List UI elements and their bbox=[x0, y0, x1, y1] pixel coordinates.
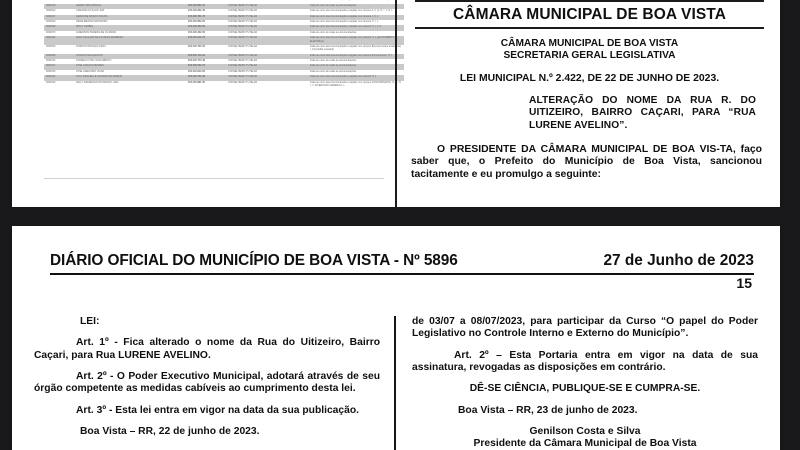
cell-role: CONSELHEIRO TUTELAR bbox=[226, 25, 308, 30]
right-place-date bbox=[412, 405, 758, 417]
cell-id: 0000147 bbox=[44, 15, 74, 20]
cell-doc: ###.###.702-00 bbox=[186, 45, 226, 54]
cell-name: JONATAS MAULAVIJOR bbox=[74, 54, 186, 59]
table-row bbox=[44, 36, 404, 45]
gazette-page-image-top bbox=[12, 0, 780, 207]
lei-heading bbox=[34, 316, 380, 328]
applicants-table bbox=[44, 0, 404, 89]
cell-role: CONSELHEIRO TUTELAR bbox=[226, 75, 308, 80]
cell-obs: Falta de envio de todas as documentações bbox=[308, 4, 404, 9]
masthead-date: 27 de Junho de 2023 bbox=[603, 252, 754, 269]
cell-obs: Falta de envio das documentações exigidas nos campos H, L bbox=[308, 75, 404, 80]
preamble-caps: O PRESIDENTE DA CÂMARA MUNICIPAL DE BOA VIS-TA, bbox=[437, 143, 736, 155]
cell-name: JADERSON PEREIRA DE OLIVEIRA bbox=[74, 31, 186, 36]
cell-id: 0000023 bbox=[44, 20, 74, 25]
art3-text: Art. 3º - Esta lei entra em vigor na data da sua publicação. bbox=[76, 404, 360, 416]
signer-title: Presidente da Câmara Municipal de Boa Vista bbox=[473, 438, 697, 450]
cell-doc: ###.###.702-49 bbox=[186, 75, 226, 80]
cell-obs: Falta de envio de todas as documentações bbox=[308, 59, 404, 64]
cell-role: CONSELHEIRO TUTELAR bbox=[226, 45, 308, 54]
gazette-page-image-bottom bbox=[12, 226, 780, 450]
cell-id: 0000043 bbox=[44, 45, 74, 54]
cell-name: HEIDE BENTES MONTEIRO bbox=[74, 20, 186, 25]
cell-role: CONSELHEIRO TUTELAR bbox=[226, 54, 308, 59]
cell-id: 0000137 bbox=[44, 64, 74, 69]
banner-rule-top bbox=[415, 0, 764, 2]
cell-obs: Falta de envio das documentações exigidas nos campos A(incompleto), H, I bbox=[308, 54, 404, 59]
cell-name: GISEONE DA SILVA LIMA bbox=[74, 9, 186, 14]
cell-name: JORDEAN VITAL NASCIMENTO bbox=[74, 59, 186, 64]
right-art-2 bbox=[412, 350, 758, 375]
cell-role: CONSELHEIRO TUTELAR bbox=[226, 15, 308, 20]
cell-role: CONSELHEIRO TUTELAR bbox=[226, 70, 308, 75]
right-place-date-text: Boa Vista – RR, 23 de junho de 2023. bbox=[458, 404, 638, 416]
publication-order: DÊ-SE CIÊNCIA, PUBLIQUE-SE E CUMPRA-SE. bbox=[469, 383, 701, 395]
table-row bbox=[44, 81, 404, 90]
cell-doc: ###.###.222-00 bbox=[186, 31, 226, 36]
cell-doc: ###.###.502-72 bbox=[186, 64, 226, 69]
cell-obs: Falta de envio das documentações exigidas nos campos A, F, G, H, I, J, N, L bbox=[308, 9, 404, 14]
cell-name: GEICIELE NEVES DA SILVA bbox=[74, 0, 186, 4]
cell-name: KELLY ANDRESSA NUSCENCIO LIMA bbox=[74, 81, 186, 90]
cell-role: CONSELHEIRO TUTELAR bbox=[226, 4, 308, 9]
law-number: LEI MUNICIPAL N.º 2.422, DE 22 DE JUNHO DE 2023. bbox=[459, 73, 720, 85]
frame-gap-between-pages bbox=[0, 207, 800, 226]
lei-heading-text: LEI: bbox=[80, 316, 100, 327]
cell-role: CONSELHEIRO TUTELAR bbox=[226, 20, 308, 25]
signer-name: Genilson Costa e Silva bbox=[529, 426, 641, 438]
cell-id: 0000102 bbox=[44, 81, 74, 90]
cell-id: 0000068 bbox=[44, 54, 74, 59]
masthead-title: DIÁRIO OFICIAL DO MUNICÍPIO DE BOA VISTA - Nº 5896 bbox=[50, 252, 458, 269]
banner-rule-bottom bbox=[415, 27, 764, 29]
cell-id: 0000104 bbox=[44, 0, 74, 4]
table-row bbox=[44, 45, 404, 54]
cell-doc: ###.###.761-72 bbox=[186, 15, 226, 20]
law-ementa: ALTERAÇÃO DO NOME DA RUA R. DO UITIZEIRO, BAIRRO CAÇARI, PARA “RUA LURENE AVELINO”. bbox=[529, 95, 756, 131]
cell-name: JHARSON FRANÇA VIANA bbox=[74, 45, 186, 54]
left-text-column bbox=[34, 316, 394, 450]
left-art-3 bbox=[34, 405, 380, 417]
cell-role: CONSELHEIRO TUTELAR bbox=[226, 64, 308, 69]
cell-name: JOSE CARLOS MENDES bbox=[74, 64, 186, 69]
cell-role: CONSELHEIRO TUTELAR bbox=[226, 59, 308, 64]
page-number: 15 bbox=[736, 275, 752, 291]
cell-doc: ###.###.942-00 bbox=[186, 0, 226, 4]
cell-obs: Falta de envio da documentação exigidas nos campos AGR(COMPLETO), H, I, J, L bbox=[308, 0, 404, 4]
cell-doc: ###.###.832-72 bbox=[186, 4, 226, 9]
cell-obs: Falta de envio das documentações exigidas nos campos H, I, L bbox=[308, 20, 404, 25]
cell-doc: ###.###.812-00 bbox=[186, 70, 226, 75]
cell-role: CONSELHEIRO TUTELAR bbox=[226, 36, 308, 45]
masthead-rule bbox=[50, 273, 754, 275]
chamber-banner: CÂMARA MUNICIPAL DE BOA VISTA bbox=[453, 6, 726, 23]
cell-id: 0000130 bbox=[44, 4, 74, 9]
cell-obs: Falta de envio das documentações exigidas nos campos H, L (ALISTAMENTO ELEITORAL) bbox=[308, 36, 404, 45]
cell-doc: ###.###.802-00 bbox=[186, 20, 226, 25]
cell-doc: ###.###.212-72 bbox=[186, 36, 226, 45]
art1-text: Art. 1º - Fica alterado o nome da Rua do Uitizeiro, Bairro Caçari, para Rua LURENE AVELINO. bbox=[34, 337, 380, 361]
right-continuation: de 03/07 a 08/07/2023, para participar da Curso “O papel do Poder Legislativo no Controle Interno e Externo do Município”. bbox=[412, 316, 758, 340]
cell-obs: Falta de envio das documentações exigidas nos campos B(comprovante atualizado), I, K(certidão estadual) bbox=[308, 45, 404, 54]
organ-line-2: SECRETARIA GERAL LEGISLATIVA bbox=[503, 50, 676, 62]
cell-role: CONSELHEIRO TUTELAR bbox=[226, 81, 308, 90]
cell-obs: Falta de envio de todas as documentações bbox=[308, 64, 404, 69]
cell-doc: ###.###.172-91 bbox=[186, 54, 226, 59]
preamble-rest: faço saber que, o Prefeito do Município de Boa Vista, sancionou tacitamente e eu promulgo a seguinte: bbox=[411, 143, 762, 181]
masthead bbox=[34, 252, 758, 291]
cell-id: 0000190 bbox=[44, 25, 74, 30]
cell-id: 0000073 bbox=[44, 31, 74, 36]
cell-obs: Falta de envio das documentações exigidas nos campos H, I, J, K bbox=[308, 25, 404, 30]
cell-obs: Falta de envio das documentações exigidas nos campos C(INCOMPLETO), D, G, H, I, J, K(CERTIDÃO FEDERAL), L bbox=[308, 81, 404, 90]
signature-block bbox=[412, 426, 758, 450]
law-preamble bbox=[411, 144, 762, 182]
cell-role: CONSELHEIRO TUTELAR bbox=[226, 31, 308, 36]
left-art-2 bbox=[34, 371, 380, 396]
cell-doc: ###.###.202-00 bbox=[186, 25, 226, 30]
cell-obs: Falta de envio das documentações exigidas nos campos J, K, L bbox=[308, 15, 404, 20]
cell-name: GRAZIANE MORAIS SOUZA bbox=[74, 15, 186, 20]
cell-name: JEAN SALGADO DE OLIVEIRA FERREIRA bbox=[74, 36, 186, 45]
cell-obs: Falta de envio de todas as documentações bbox=[308, 31, 404, 36]
cell-role: CONSELHEIRO TUTELAR bbox=[226, 9, 308, 14]
issuing-organ bbox=[397, 38, 780, 62]
cell-doc: ###.###.772-49 bbox=[186, 59, 226, 64]
cell-name: IRACY GOMES bbox=[74, 25, 186, 30]
cell-id: 0000192 bbox=[44, 36, 74, 45]
right-text-column bbox=[394, 316, 758, 450]
table-bottom-rule bbox=[44, 178, 384, 179]
left-place-date bbox=[34, 426, 380, 438]
cell-id: 0000022 bbox=[44, 9, 74, 14]
right-art2-text: Art. 2º – Esta Portaria entra em vigor na data de sua assinatura, revogadas as disposições em contrário. bbox=[412, 349, 758, 374]
cell-id: 0000110 bbox=[44, 59, 74, 64]
cell-name: JOSE GREGORIO VIANA bbox=[74, 70, 186, 75]
cell-name: JOSY GRACIELLE TEIXEIRA DE MORAIS bbox=[74, 75, 186, 80]
cell-obs: Falta de envio de todas as documentações bbox=[308, 70, 404, 75]
cell-name: GENES VIDAL BRAGA bbox=[74, 4, 186, 9]
art2-text: Art. 2º - O Poder Executivo Municipal, adotará através de seu órgão competente as medidas cabíveis ao cumprimento desta lei. bbox=[34, 371, 380, 395]
law-text-pane bbox=[395, 0, 780, 207]
cell-doc: ###.###.891-00 bbox=[186, 81, 226, 90]
cell-id: 0000142 bbox=[44, 75, 74, 80]
cell-doc: ###.###.902-49 bbox=[186, 9, 226, 14]
left-place-date-text: Boa Vista – RR, 22 de junho de 2023. bbox=[80, 426, 260, 438]
cell-role: CONSELHEIRO TUTELAR bbox=[226, 0, 308, 4]
cell-id: 0000135 bbox=[44, 70, 74, 75]
organ-line-1: CÂMARA MUNICIPAL DE BOA VISTA bbox=[500, 38, 679, 49]
two-column-body bbox=[34, 316, 758, 450]
left-art-1 bbox=[34, 337, 380, 362]
applicants-table-pane bbox=[12, 0, 402, 207]
